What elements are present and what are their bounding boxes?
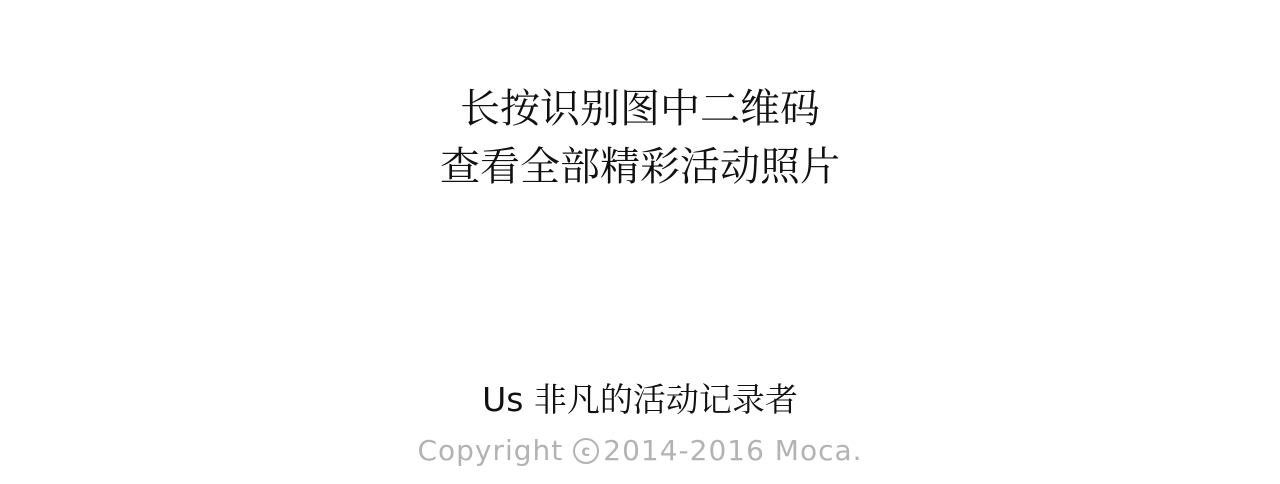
copyright-prefix: Copyright [417, 434, 564, 467]
tagline: Us 非凡的活动记录者 [482, 380, 798, 419]
qr-prompt-line-1: 长按识别图中二维码 [460, 86, 820, 132]
copyright-notice [0, 427, 1280, 475]
qr-prompt-line-2: 查看全部精彩活动照片 [440, 144, 840, 190]
copyright-suffix: 2014-2016 Moca. [603, 434, 863, 467]
footer [0, 375, 1280, 475]
qr-prompt [0, 80, 1280, 196]
copyright-icon: c [573, 438, 599, 464]
